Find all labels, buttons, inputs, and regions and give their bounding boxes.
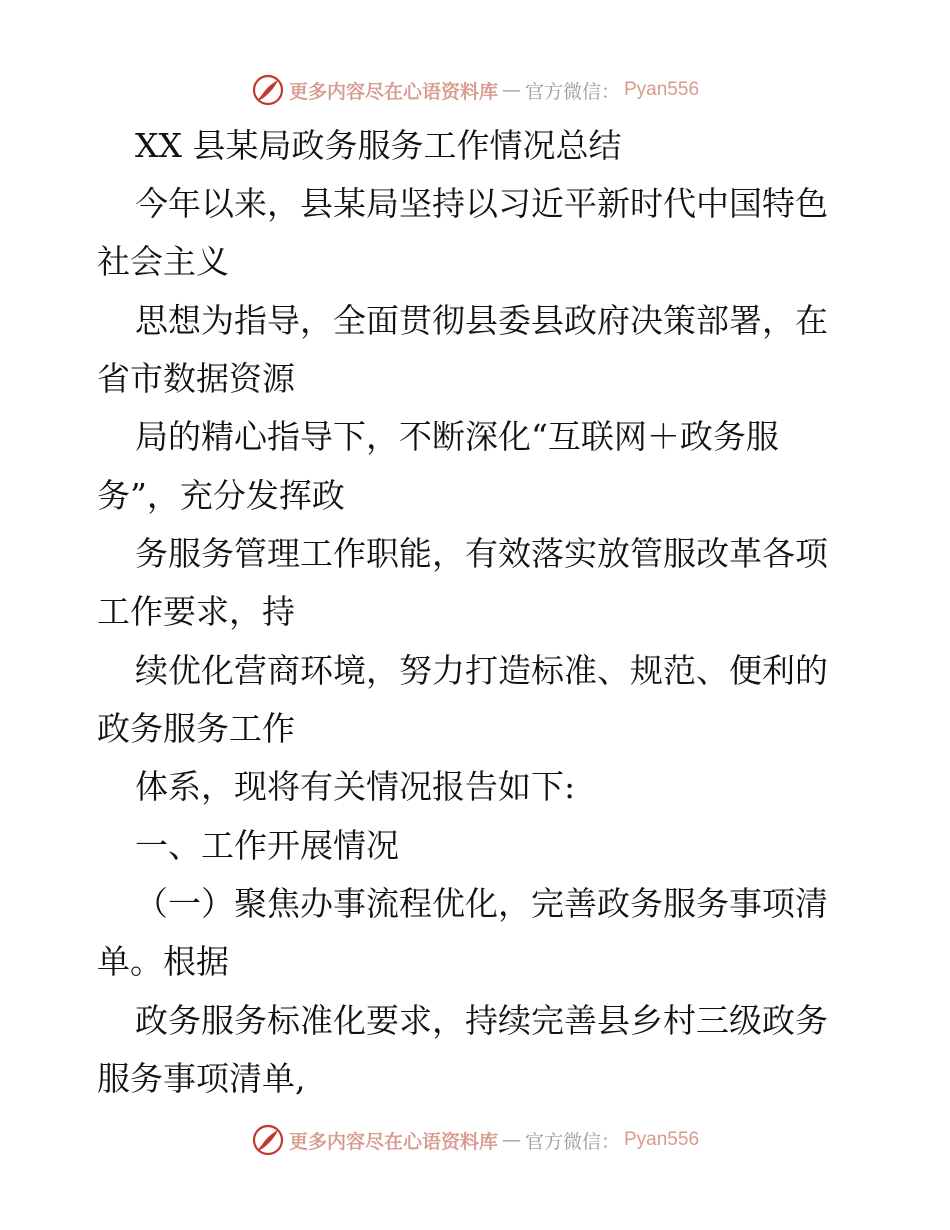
- banner-dash: —: [501, 1129, 521, 1151]
- document-title: XX 县某局政务服务工作情况总结: [135, 126, 622, 165]
- paragraph-line: 体系，现将有关情况报告如下:: [135, 767, 576, 806]
- banner-wechat-label: 官方微信：: [524, 1130, 620, 1153]
- subsection-heading-line: （一）聚焦办事流程优化，完善政务服务事项清: [135, 884, 828, 923]
- quill-pen-logo-icon: [251, 73, 285, 107]
- quill-pen-logo-icon: [251, 1123, 285, 1157]
- paragraph-line: 务”，充分发挥政: [97, 476, 345, 515]
- banner-dash: —: [501, 79, 521, 101]
- paragraph-line: 社会主义: [97, 242, 229, 281]
- banner-content: [251, 1123, 699, 1157]
- paragraph-line: 单。根据: [97, 942, 229, 981]
- header-watermark-banner: [0, 70, 950, 110]
- paragraph-line: 工作要求，持: [97, 592, 295, 631]
- paragraph-line: 服务事项清单,: [97, 1059, 306, 1098]
- paragraph-line: 政务服务标准化要求，持续完善县乡村三级政务: [135, 1001, 828, 1040]
- footer-watermark-banner: [0, 1120, 950, 1160]
- banner-wechat-id: Pyan556: [624, 1129, 700, 1150]
- paragraph-line: 续优化营商环境，努力打造标准、规范、便利的: [135, 651, 828, 690]
- paragraph-line: 省市数据资源: [97, 359, 295, 398]
- paragraph-line: 政务服务工作: [97, 709, 295, 748]
- paragraph-line: 务服务管理工作职能，有效落实放管服改革各项: [135, 534, 828, 573]
- banner-content: [251, 73, 699, 107]
- banner-wechat-id: Pyan556: [624, 79, 700, 100]
- paragraph-line: 今年以来，县某局坚持以习近平新时代中国特色: [135, 184, 828, 223]
- paragraph-line: 局的精心指导下，不断深化“互联网＋政务服: [135, 417, 779, 456]
- banner-main-text: 更多内容尽在心语资料库: [288, 80, 498, 103]
- section-heading: 一、工作开展情况: [135, 826, 399, 865]
- banner-main-text: 更多内容尽在心语资料库: [288, 1130, 498, 1153]
- banner-wechat-label: 官方微信：: [524, 80, 620, 103]
- paragraph-line: 思想为指导，全面贯彻县委县政府决策部署，在: [135, 301, 828, 340]
